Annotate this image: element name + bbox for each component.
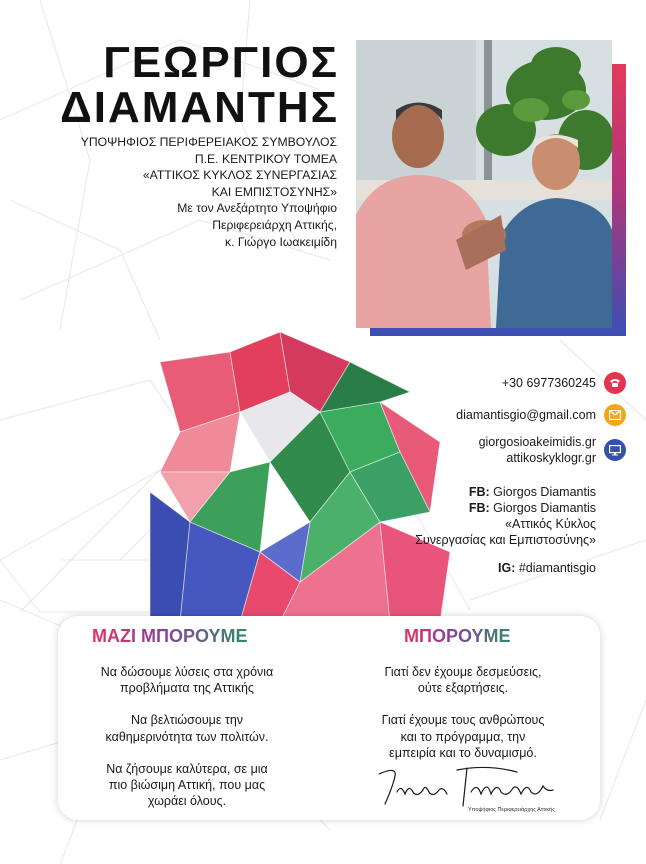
- facebook-group[interactable]: FB: Giorgos Diamantis: [468, 501, 596, 515]
- left-paragraph: Να ζήσουμε καλύτερα, σε μια πιο βιώσιμη Αττική, που μας χωράει όλους.: [106, 761, 268, 809]
- right-paragraph: Γιατί δεν έχουμε δεσμεύσεις, ούτε εξαρτήσεις.: [384, 665, 542, 696]
- subtitle-line: ΥΠΟΨΗΦΙΟΣ ΠΕΡΙΦΕΡΕΙΑΚΟΣ ΣΥΜΒΟΥΛΟΣ: [80, 135, 337, 149]
- candidate-photo: [356, 40, 612, 328]
- candidate-name: [60, 40, 339, 130]
- website-link[interactable]: attikoskyklogr.gr: [506, 451, 596, 465]
- subtitle-line: κ. Γιώργο Ιωακειμίδη: [225, 234, 337, 249]
- instagram-block: [498, 560, 596, 576]
- left-column-text: [82, 664, 292, 825]
- name-line-2: ΔΙΑΜΑΝΤΗΣ: [60, 83, 339, 132]
- facebook-personal[interactable]: FB: Giorgos Diamantis: [468, 485, 596, 499]
- signature-caption: Υποψήφιος Περιφερειάρχης Αττικής: [468, 807, 555, 813]
- subtitle-line: «ΑΤΤΙΚΟΣ ΚΥΚΛΟΣ ΣΥΝΕΡΓΑΣΙΑΣ: [142, 168, 337, 183]
- website-link[interactable]: giorgosioakeimidis.gr: [478, 435, 596, 449]
- instagram-handle[interactable]: IG: #diamantisgio: [498, 561, 596, 575]
- candidate-subtitle: [17, 134, 337, 250]
- left-column-title: ΜΑΖΙ ΜΠΟΡΟΥΜΕ: [92, 626, 248, 646]
- phone-number[interactable]: +30 6977360245: [501, 376, 596, 390]
- right-column-text: [358, 664, 568, 777]
- email-address[interactable]: diamantisgio@gmail.com: [456, 408, 596, 422]
- subtitle-line: Π.Ε. ΚΕΝΤΡΙΚΟΥ ΤΟΜΕΑ: [194, 151, 337, 166]
- phone-icon: [604, 372, 626, 394]
- left-paragraph: Να βελτιώσουμε την καθημερινότητα των πολιτών.: [105, 713, 269, 744]
- email-row: [456, 404, 626, 426]
- website-row: [479, 434, 626, 466]
- facebook-group-line: «Αττικός Κύκλος: [505, 517, 596, 531]
- monitor-icon: [604, 439, 626, 461]
- left-paragraph: Να δώσουμε λύσεις στα χρόνια προβλήματα της Αττικής: [100, 665, 274, 696]
- subtitle-line: Περιφερειάρχη Αττικής,: [212, 217, 337, 232]
- candidate-photo-frame: [356, 40, 626, 336]
- name-line-1: ΓΕΩΡΓΙΟΣ: [103, 38, 339, 87]
- right-column-title: ΜΠΟΡΟΥΜΕ: [404, 626, 511, 646]
- right-paragraph: Γιατί έχουμε τους ανθρώπους και το πρόγραμμα, την εμπειρία και το δυναμισμό.: [381, 713, 545, 760]
- subtitle-line: ΚΑΙ ΕΜΠΙΣΤΟΣΥΝΗΣ»: [211, 184, 337, 199]
- phone-row: [502, 372, 626, 394]
- subtitle-line: Με τον Ανεξάρτητο Υποψήφιο: [177, 201, 337, 216]
- website-list: [479, 434, 596, 466]
- mail-icon: [604, 404, 626, 426]
- handshake-illustration: [150, 322, 470, 622]
- facebook-group-line: Συνεργασίας και Εμπιστοσύνης»: [415, 533, 596, 547]
- social-block: [415, 484, 596, 548]
